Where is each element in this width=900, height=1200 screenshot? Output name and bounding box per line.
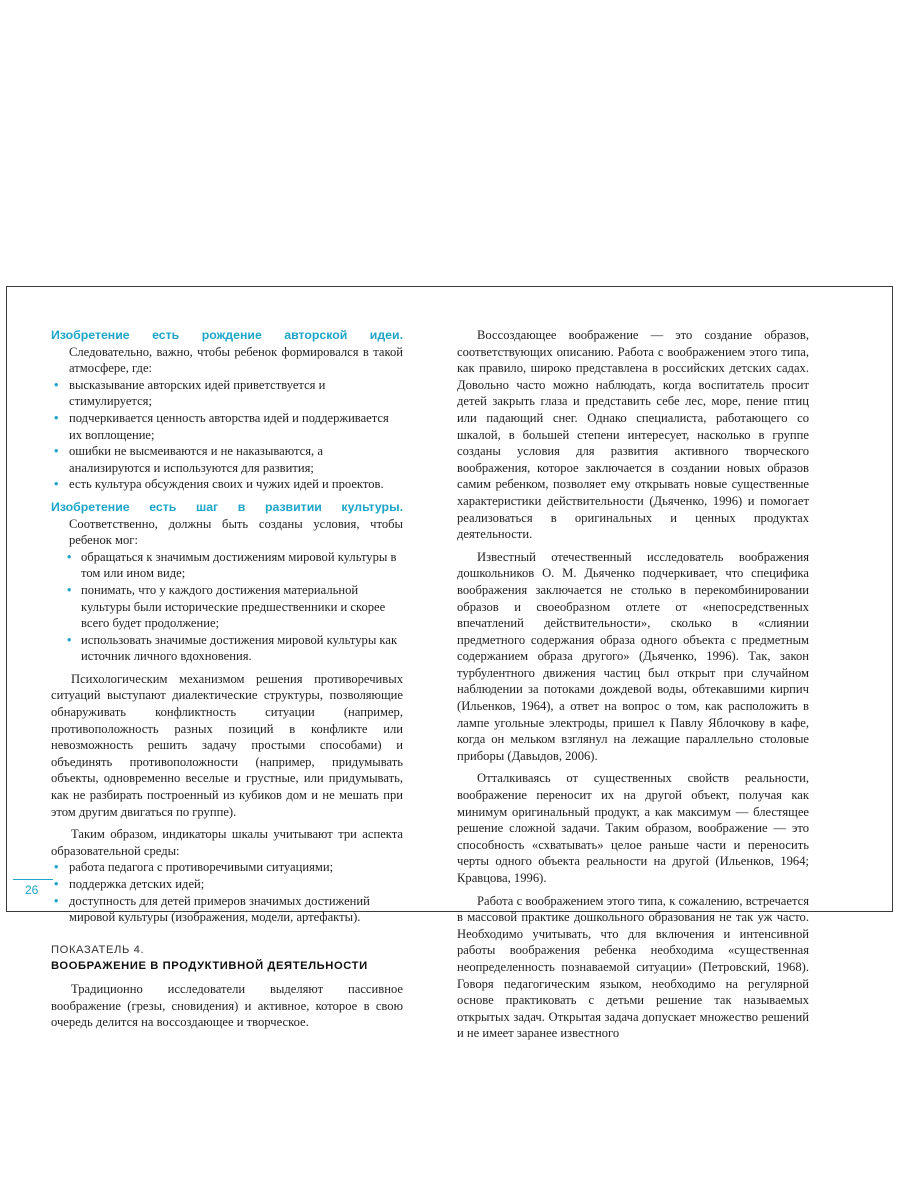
bullet-list-conditions — [51, 549, 403, 665]
bullet-icon: • — [54, 893, 59, 908]
list-item — [51, 893, 403, 926]
list-item-text: понимать, что у каждого достижения материальной культуры были исторические предшественники и скорее всего будет продолжение; — [81, 582, 386, 631]
paragraph-open-tasks: Работа с воображением этого типа, к сожалению, встречается в массовой практике дошкольного образования не так уж часто. Необходимо учитывать, что для включения и интенсивной работы воображения ребенка необходима «существенная неопределенность познаваемой ситуации» (Петровский, 1968). Говоря педагогическим языком, необходимо на регулярной основе практиковать с детьми решение так называемых открытых задач. Открытая задача допускает множество решений и не имеет заранее известного — [457, 893, 809, 1041]
list-item-text: подчеркивается ценность авторства идей и поддерживается их воплощение; — [69, 410, 389, 442]
bullet-icon: • — [67, 582, 72, 597]
paragraph-recreating-imagination: Воссоздающее воображение — это создание образов, соответствующих описанию. Работа с воображением этого типа, как правило, широко представлена в российских детских садах. Довольно часто можно наблюдать, когда воспитатель просит детей закрыть глаза и представить себе лес, море, пение птиц или падающий снег. Однако специалиста, работающего со шкалой, в большей степени интересует, насколько в группе созданы условия для развития активного творческого воображения, которое заключается в создании новых образов самим ребенком, позволяет ему открывать новые существенные характеристики действительности (Дьяченко, 1996) и помогает реализоваться в оригинальных и ценных продуктах деятельности. — [457, 328, 809, 542]
book-page-spread — [6, 286, 893, 1041]
list-item-text: обращаться к значимым достижениям мировой культуры в том или ином виде; — [81, 549, 397, 581]
list-item — [51, 410, 403, 443]
paragraph-culture — [51, 499, 403, 549]
bullet-list-aspects — [51, 859, 403, 925]
list-item-text: высказывание авторских идей приветствуется и стимулируется; — [69, 377, 326, 409]
list-item — [51, 443, 403, 476]
list-item-text: ошибки не высмеиваются и не наказываются, а анализируются и используются для развития; — [69, 444, 323, 475]
bullet-icon: • — [54, 477, 59, 492]
list-item — [51, 476, 403, 493]
list-item — [51, 549, 403, 582]
bullet-icon: • — [54, 377, 59, 392]
right-column — [457, 327, 809, 1042]
bullet-icon: • — [54, 877, 59, 891]
bullet-icon: • — [54, 444, 59, 459]
lead-phrase-authorship: Изобретение есть рождение авторской идеи. — [51, 328, 403, 342]
list-item-text: использовать значимые достижения мировой культуры как источник личного вдохновения. — [81, 632, 398, 664]
section-number: ПОКАЗАТЕЛЬ 4. — [51, 943, 145, 956]
bullet-list-atmosphere — [51, 377, 403, 493]
lead-phrase-culture: Изобретение есть шаг в развитии культуры. — [51, 499, 403, 514]
list-item-text: доступность для детей примеров значимых достижений мировой культуры (изображения, модели, артефакты). — [69, 893, 370, 925]
paragraph-mechanism: Психологическим механизмом решения противоречивых ситуаций выступают диалектические структуры, позволяющие обнаруживать конфликтность ситуации (например, противоположность разных позиций в конфликте или невозможность решить задачу простыми способами) и объединять противоположности (например, придумывать объекты, одновременно веселые и грустные, или придумывать, как не разбирать построенный из кубиков дом и не мешать при этом другим двигаться по группе). — [51, 671, 403, 819]
paragraph-reality-properties: Отталкиваясь от существенных свойств реальности, воображение переносит их на другой объект, получая как минимум оригинальный продукт, а как максимум — блестящее решение сложной задачи. Таким образом, воображение — это способность «схватывать» целое раньше части и переносить черты одного объекта реальности на другой (Ильенков, 1964; Кравцова, 1996). — [457, 771, 809, 885]
paragraph-text: Соответственно, должны быть созданы условия, чтобы ребенок мог: — [69, 516, 403, 548]
bullet-icon: • — [54, 410, 59, 425]
left-column — [51, 327, 403, 1031]
page-number: 26 — [25, 883, 39, 897]
section-title: ВООБРАЖЕНИЕ В ПРОДУКТИВНОЙ ДЕЯТЕЛЬНОСТИ — [51, 960, 368, 973]
list-item — [51, 632, 403, 665]
paragraph-indicators: Таким образом, индикаторы шкалы учитывают три аспекта образовательной среды: — [51, 827, 403, 858]
list-item — [51, 859, 403, 876]
paragraph-text: Следовательно, важно, чтобы ребенок формировался в такой атмосфере, где: — [69, 344, 403, 376]
list-item — [51, 876, 403, 893]
bullet-icon: • — [67, 632, 72, 647]
paragraph-imagination-types: Традиционно исследователи выделяют пассивное воображение (грезы, сновидения) и активное, которое в свою очередь делится на воссоздающее и творческое. — [51, 981, 403, 1030]
list-item-text: работа педагога с противоречивыми ситуациями; — [69, 860, 334, 875]
list-item-text: поддержка детских идей; — [69, 877, 205, 891]
bullet-icon: • — [67, 549, 72, 564]
list-item-text: есть культура обсуждения своих и чужих идей и проектов. — [69, 477, 384, 492]
page-number-rule — [13, 879, 53, 880]
section-heading — [51, 942, 403, 975]
paragraph-authorship — [51, 327, 403, 377]
list-item — [51, 377, 403, 410]
paragraph-dyachenko: Известный отечественный исследователь воображения дошкольников О. М. Дьяченко подчеркивает, что специфика воображения заключается не столько в перекомбинировании образов и своеобразном отлете от «непосредственных впечатлений действительности», сколько в «слиянии предметного содержания образа одного объекта с предметным содержанием образа другого» (Дьяченко, 1996). Так, закон турбулентного движения частиц был открыт при случайном наблюдении за потоками дождевой воды, обтекавшими кирпич (Ильенков, 1964), а ответ на вопрос о том, как расположить в лампе угольные электроды, пришел к Павлу Яблочкову в кафе, когда он мельком взглянул на лежащие параллельно столовые приборы (Давыдов, 2006). — [457, 549, 809, 763]
list-item — [51, 582, 403, 632]
bullet-icon: • — [54, 860, 59, 875]
